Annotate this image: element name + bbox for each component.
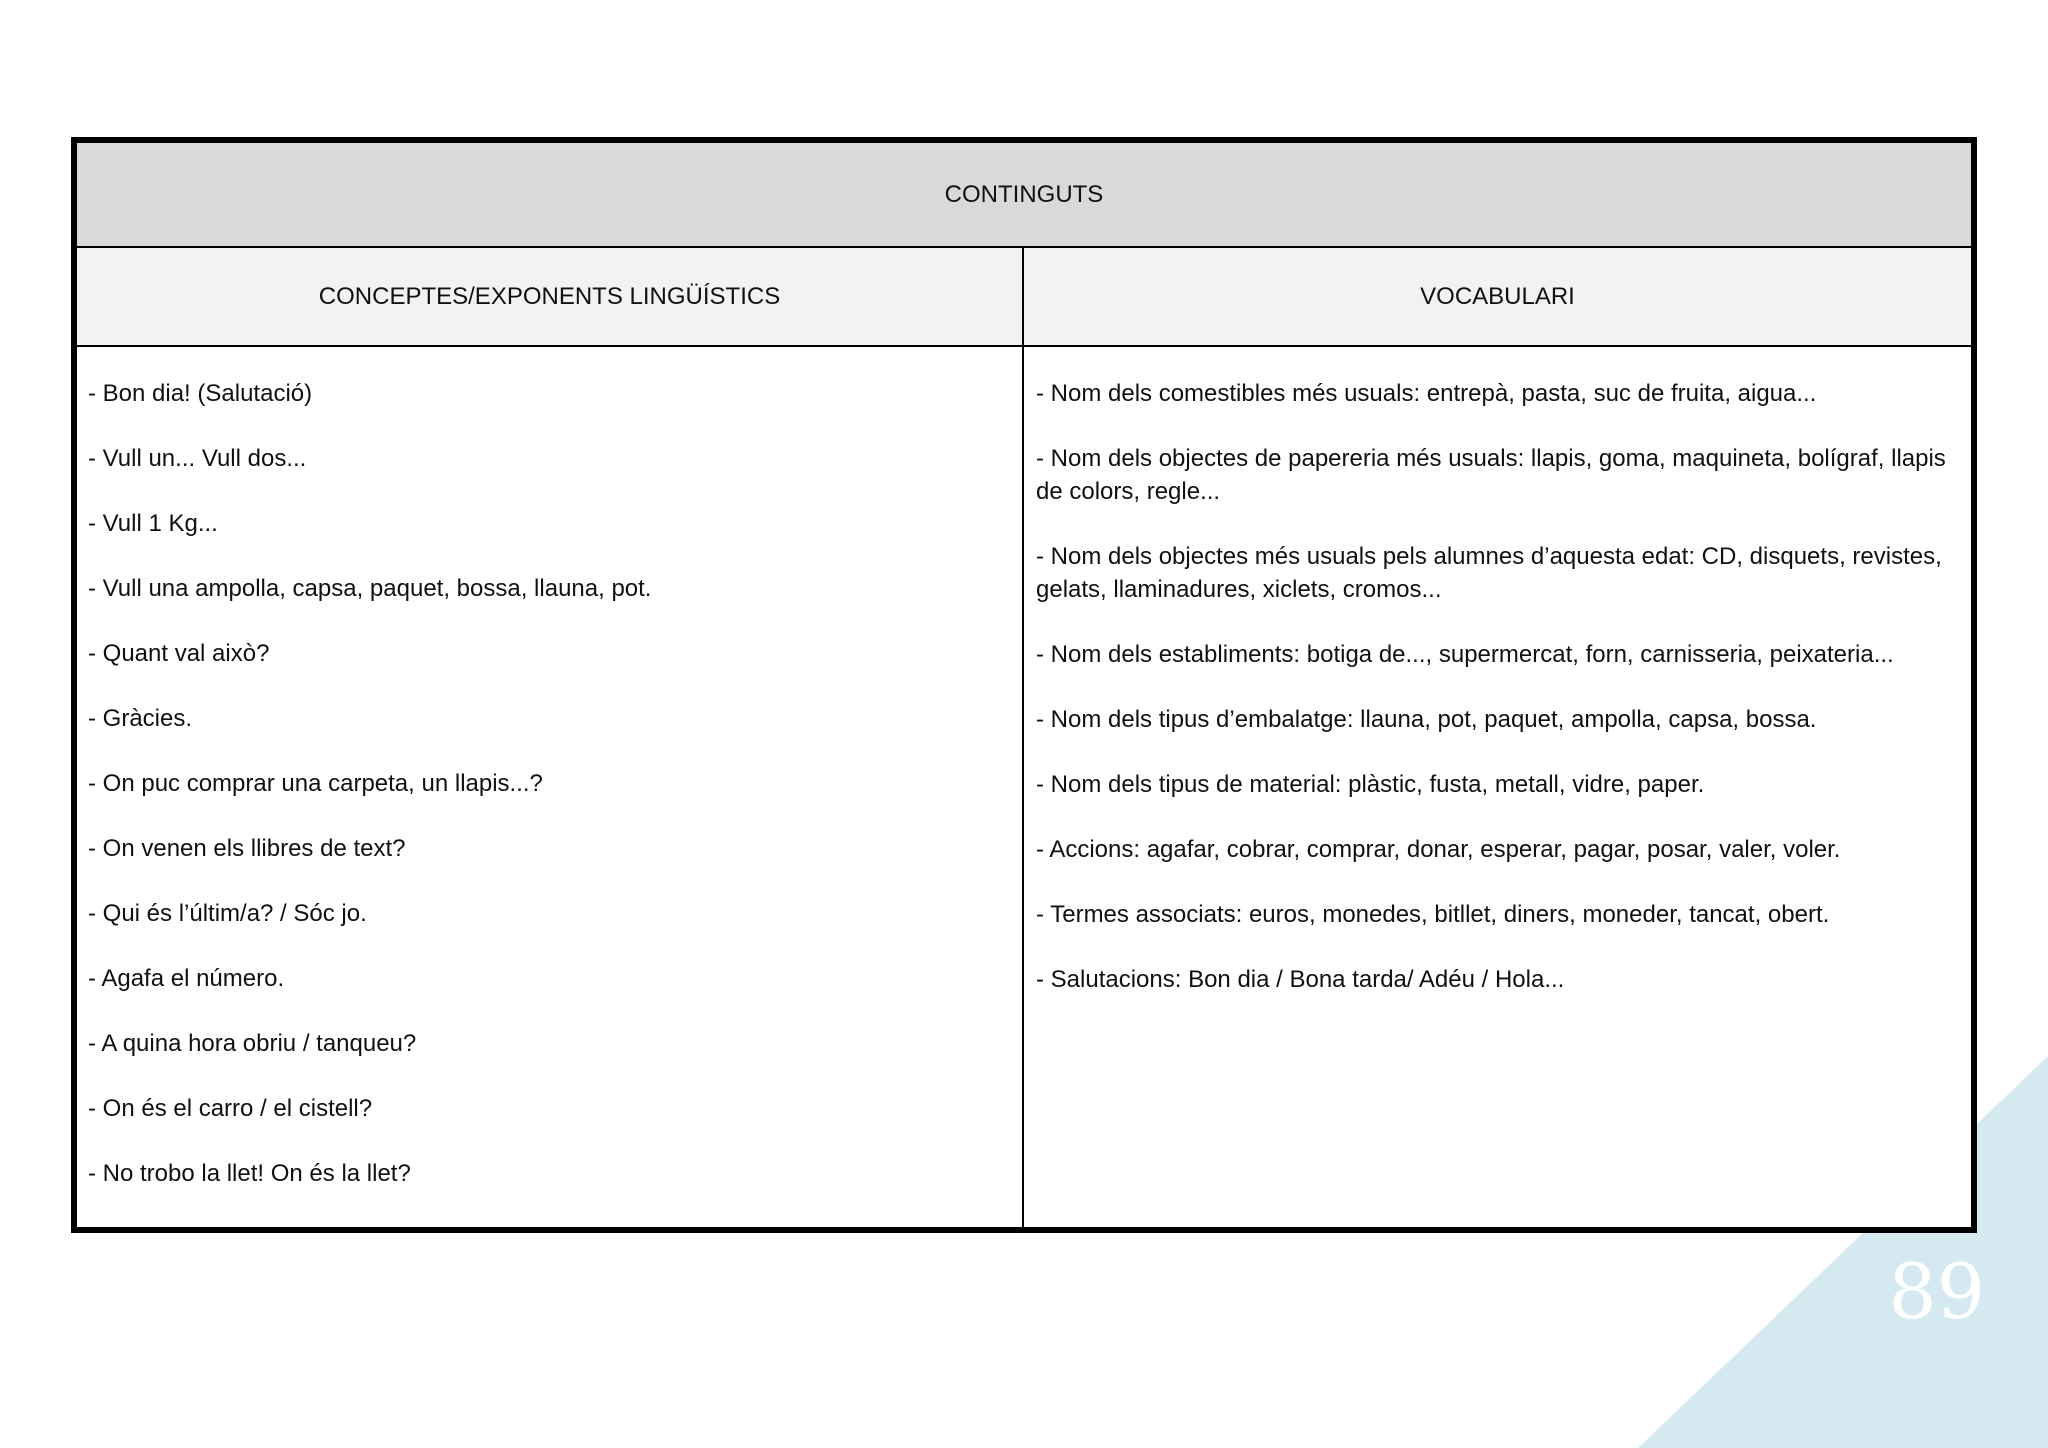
list-item: - A quina hora obriu / tanqueu?	[88, 1030, 417, 1057]
list-item: - On venen els llibres de text?	[88, 835, 406, 862]
column-headers	[77, 248, 1971, 347]
list-item: - Nom dels tipus de material: plàstic, fusta, metall, vidre, paper.	[1036, 771, 1705, 798]
list-item: - On puc comprar una carpeta, un llapis...?	[88, 770, 543, 797]
page-number: 89	[1888, 1247, 1985, 1336]
list-item: - Qui és l’últim/a? / Sóc jo.	[88, 900, 367, 927]
list-item: - Vull 1 Kg...	[88, 510, 218, 537]
list-item: - Gràcies.	[88, 705, 193, 732]
concepts-column-header: CONCEPTES/EXPONENTS LINGÜÍSTICS	[77, 248, 1024, 345]
list-item: - Nom dels objectes més usuals pels alumnes d’aquesta edat: CD, disquets, revistes, gelats, llaminadures, xiclets, cromos...	[1036, 543, 1942, 603]
list-item: - Vull una ampolla, capsa, paquet, bossa, llauna, pot.	[88, 575, 652, 602]
contents-table	[71, 137, 1977, 1233]
list-item: - Salutacions: Bon dia / Bona tarda/ Adéu / Hola...	[1036, 966, 1565, 993]
list-item: - No trobo la llet! On és la llet?	[88, 1160, 411, 1187]
list-item: - Nom dels establiments: botiga de..., supermercat, forn, carnisseria, peixateria...	[1036, 641, 1894, 668]
list-item: - Nom dels comestibles més usuals: entrepà, pasta, suc de fruita, aigua...	[1036, 380, 1817, 407]
concepts-list	[77, 347, 1024, 1227]
list-item: - Quant val això?	[88, 640, 270, 667]
list-item: - Bon dia! (Salutació)	[88, 380, 313, 407]
list-item: - Nom dels tipus d’embalatge: llauna, pot, paquet, ampolla, capsa, bossa.	[1036, 706, 1817, 733]
list-item: - Vull un... Vull dos...	[88, 445, 307, 472]
table-body	[77, 347, 1971, 1227]
list-item: - Accions: agafar, cobrar, comprar, donar, esperar, pagar, posar, valer, voler.	[1036, 836, 1841, 863]
list-item: - On és el carro / el cistell?	[88, 1095, 373, 1122]
vocabulary-list	[1024, 347, 1971, 1227]
list-item: - Agafa el número.	[88, 965, 285, 992]
list-item: - Termes associats: euros, monedes, bitllet, diners, moneder, tancat, obert.	[1036, 901, 1830, 928]
list-item: - Nom dels objectes de papereria més usuals: llapis, goma, maquineta, bolígraf, llapis de colors, regle...	[1036, 445, 1946, 505]
vocabulary-column-header: VOCABULARI	[1420, 282, 1575, 310]
table-title: CONTINGUTS	[77, 143, 1971, 248]
